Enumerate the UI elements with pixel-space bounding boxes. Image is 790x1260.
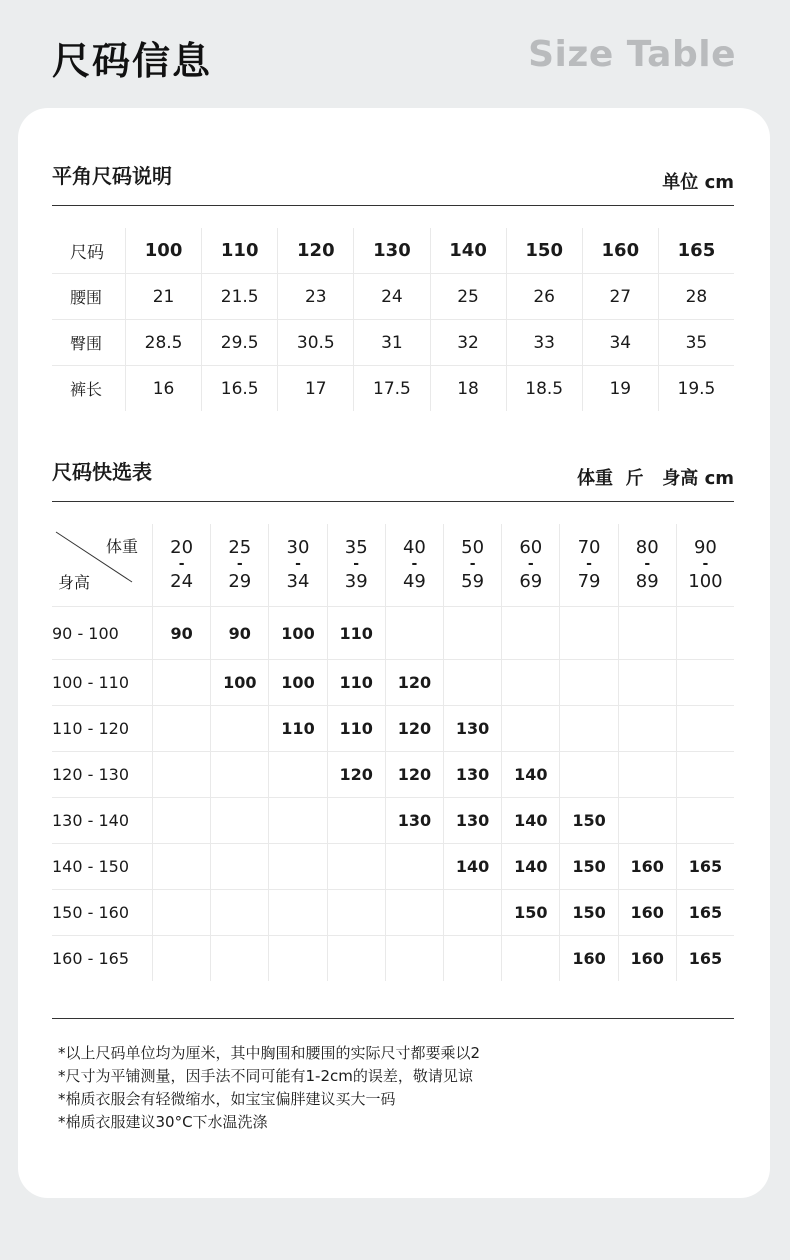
recommended-size-cell: 110	[328, 660, 386, 705]
recommended-size-cell	[619, 660, 677, 705]
size-table-row	[52, 228, 734, 274]
corner-height-label: 身高	[58, 573, 91, 592]
size-table-cell: 165	[677, 240, 716, 261]
quick-table-head-row	[52, 524, 734, 607]
recommended-size-cell: 150	[560, 798, 618, 843]
recommended-size-cell: 120	[386, 706, 444, 751]
recommended-size-cell: 150	[560, 890, 618, 935]
size-table-cell: 110	[202, 228, 278, 273]
weight-to: 79	[577, 571, 601, 592]
recommended-size-cell	[444, 936, 502, 981]
size-table-cell: 31	[354, 320, 430, 365]
recommended-size-cell: 110	[328, 706, 386, 751]
recommended-size-cell: 130	[444, 706, 502, 751]
height-range-label: 160 - 165	[52, 936, 153, 981]
weight-to: 89	[635, 571, 659, 592]
recommended-size-cell	[677, 607, 734, 659]
recommended-size-cell	[677, 752, 734, 797]
recommended-size-cell	[211, 936, 269, 981]
recommended-size-cell	[211, 752, 269, 797]
recommended-size-cell	[153, 798, 211, 843]
recommended-size-cell	[386, 844, 444, 889]
size-table-row	[52, 274, 734, 320]
size-table-cell: 18.5	[507, 366, 583, 411]
quick-table-row	[52, 936, 734, 981]
recommended-size-cell: 160	[619, 890, 677, 935]
recommended-size-cell	[269, 752, 327, 797]
weight-from: 30	[286, 537, 310, 558]
recommended-size-cell: 120	[328, 752, 386, 797]
row-label: 尺码	[52, 228, 126, 273]
size-table-cell: 24	[354, 274, 430, 319]
height-range-label: 100 - 110	[52, 660, 153, 705]
quick-select-table	[52, 524, 734, 981]
row-label: 腰围	[52, 274, 126, 319]
recommended-size-cell: 130	[444, 752, 502, 797]
quick-table-row	[52, 890, 734, 936]
quick-table-row	[52, 607, 734, 660]
weight-from: 40	[402, 537, 426, 558]
recommended-size-cell	[386, 936, 444, 981]
size-table-cell: 160	[583, 228, 659, 273]
recommended-size-cell	[328, 798, 386, 843]
size-table-title: 平角尺码说明	[52, 164, 172, 188]
weight-range-header	[444, 524, 502, 606]
recommended-size-cell	[386, 607, 444, 659]
recommended-size-cell: 160	[619, 936, 677, 981]
size-table-cell: 17.5	[354, 366, 430, 411]
range-dash: -	[702, 556, 709, 572]
size-table-cell: 35	[685, 332, 708, 353]
size-info-card	[18, 108, 770, 1198]
weight-from: 50	[461, 537, 485, 558]
recommended-size-cell	[619, 752, 677, 797]
size-table-unit: 单位 cm	[662, 172, 734, 193]
height-range-label: 150 - 160	[52, 890, 153, 935]
size-table-cell: 27	[583, 274, 659, 319]
recommended-size-cell	[502, 936, 560, 981]
recommended-size-cell	[328, 844, 386, 889]
recommended-size-cell	[153, 890, 211, 935]
size-table-cell: 140	[431, 228, 507, 273]
recommended-size-cell	[502, 660, 560, 705]
recommended-size-cell: 140	[502, 798, 560, 843]
recommended-size-cell	[677, 660, 734, 705]
recommended-size-cell	[560, 607, 618, 659]
weight-range-header	[269, 524, 327, 606]
size-table-cell: 17	[278, 366, 354, 411]
recommended-size-cell	[153, 844, 211, 889]
quick-table-row	[52, 752, 734, 798]
recommended-size-cell: 165	[688, 903, 723, 922]
weight-to: 69	[519, 571, 543, 592]
page-title-english: Size Table	[528, 34, 736, 75]
recommended-size-cell: 140	[502, 752, 560, 797]
weight-from: 70	[577, 537, 601, 558]
size-table-row	[52, 366, 734, 411]
size-table-row	[52, 320, 734, 366]
recommended-size-cell	[269, 936, 327, 981]
quick-table-title: 尺码快选表	[52, 460, 152, 484]
recommended-size-cell	[328, 890, 386, 935]
quick-table-row	[52, 798, 734, 844]
size-table-cell: 23	[278, 274, 354, 319]
range-dash: -	[527, 556, 534, 572]
recommended-size-cell	[677, 798, 734, 843]
size-table-cell: 16	[126, 366, 202, 411]
weight-to: 39	[344, 571, 368, 592]
size-table	[52, 228, 734, 411]
divider	[52, 501, 734, 502]
recommended-size-cell: 165	[688, 949, 723, 968]
note-line: *棉质衣服会有轻微缩水，如宝宝偏胖建议买大一码	[58, 1090, 396, 1108]
weight-from: 80	[635, 537, 659, 558]
recommended-size-cell: 160	[619, 844, 677, 889]
corner-cell	[52, 524, 153, 606]
weight-to: 100	[688, 571, 723, 592]
weight-from: 60	[519, 537, 543, 558]
recommended-size-cell	[328, 936, 386, 981]
recommended-size-cell	[560, 706, 618, 751]
range-dash: -	[353, 556, 360, 572]
corner-weight-label: 体重	[105, 537, 138, 556]
recommended-size-cell	[502, 706, 560, 751]
recommended-size-cell: 100	[269, 607, 327, 659]
weight-from: 25	[228, 537, 252, 558]
weight-to: 49	[402, 571, 426, 592]
recommended-size-cell: 110	[328, 607, 386, 659]
recommended-size-cell	[444, 660, 502, 705]
weight-from: 20	[170, 537, 194, 558]
weight-range-header	[328, 524, 386, 606]
recommended-size-cell	[153, 706, 211, 751]
size-table-cell: 26	[507, 274, 583, 319]
weight-range-header	[502, 524, 560, 606]
page-title: 尺码信息	[52, 39, 213, 83]
size-table-cell: 100	[126, 228, 202, 273]
range-dash: -	[586, 556, 592, 572]
range-dash: -	[295, 556, 301, 572]
recommended-size-cell: 90	[153, 607, 211, 659]
note-line: *尺寸为平铺测量，因手法不同可能有1-2cm的误差，敬请见谅	[58, 1067, 473, 1085]
size-table-cell: 30.5	[278, 320, 354, 365]
recommended-size-cell: 140	[502, 844, 560, 889]
divider	[52, 1018, 734, 1019]
recommended-size-cell	[444, 890, 502, 935]
recommended-size-cell	[619, 798, 677, 843]
weight-range-header	[560, 524, 618, 606]
recommended-size-cell: 150	[502, 890, 560, 935]
recommended-size-cell	[269, 844, 327, 889]
quick-table-row	[52, 844, 734, 890]
recommended-size-cell	[560, 660, 618, 705]
note-line: *棉质衣服建议30°C下水温洗涤	[58, 1113, 268, 1131]
recommended-size-cell	[502, 607, 560, 659]
range-dash: -	[644, 556, 651, 572]
weight-to: 59	[461, 571, 485, 592]
range-dash: -	[411, 556, 418, 572]
recommended-size-cell: 100	[269, 660, 327, 705]
size-table-cell: 16.5	[202, 366, 278, 411]
size-table-cell: 29.5	[202, 320, 278, 365]
recommended-size-cell	[619, 607, 677, 659]
recommended-size-cell	[619, 706, 677, 751]
weight-to: 29	[228, 571, 252, 592]
range-dash: -	[469, 556, 476, 572]
quick-table-unit: 体重 斤 身高 cm	[576, 468, 734, 489]
weight-range-header	[211, 524, 269, 606]
recommended-size-cell: 130	[386, 798, 444, 843]
recommended-size-cell	[153, 752, 211, 797]
recommended-size-cell	[269, 798, 327, 843]
range-dash: -	[236, 556, 243, 572]
size-table-cell: 33	[507, 320, 583, 365]
recommended-size-cell: 100	[211, 660, 269, 705]
recommended-size-cell	[153, 936, 211, 981]
quick-table-row	[52, 706, 734, 752]
recommended-size-cell: 120	[386, 752, 444, 797]
size-table-cell: 18	[431, 366, 507, 411]
size-table-cell: 120	[278, 228, 354, 273]
range-dash: -	[178, 556, 185, 572]
divider	[52, 205, 734, 206]
size-table-cell: 25	[431, 274, 507, 319]
row-label: 臀围	[52, 320, 126, 365]
height-range-label: 90 - 100	[52, 607, 153, 659]
recommended-size-cell	[444, 607, 502, 659]
size-table-cell: 130	[354, 228, 430, 273]
size-table-cell: 34	[583, 320, 659, 365]
size-table-cell: 19.5	[677, 378, 716, 399]
weight-range-header	[619, 524, 677, 606]
recommended-size-cell: 150	[560, 844, 618, 889]
note-line: *以上尺码单位均为厘米，其中胸围和腰围的实际尺寸都要乘以2	[58, 1044, 481, 1062]
recommended-size-cell	[211, 706, 269, 751]
notes	[58, 1042, 480, 1134]
height-range-label: 110 - 120	[52, 706, 153, 751]
size-table-cell: 21	[126, 274, 202, 319]
weight-range-header	[153, 524, 211, 606]
recommended-size-cell: 160	[560, 936, 618, 981]
recommended-size-cell	[560, 752, 618, 797]
row-label: 裤长	[52, 366, 126, 411]
weight-to: 34	[286, 571, 310, 592]
recommended-size-cell	[211, 890, 269, 935]
recommended-size-cell: 90	[211, 607, 269, 659]
recommended-size-cell: 110	[269, 706, 327, 751]
weight-from: 90	[693, 537, 717, 558]
height-range-label: 120 - 130	[52, 752, 153, 797]
size-table-cell: 28	[685, 286, 708, 307]
recommended-size-cell	[211, 844, 269, 889]
size-table-cell: 28.5	[126, 320, 202, 365]
weight-range-header	[677, 524, 734, 606]
size-table-cell: 19	[583, 366, 659, 411]
quick-table-header	[52, 456, 734, 496]
quick-table-row	[52, 660, 734, 706]
weight-to: 24	[170, 571, 194, 592]
recommended-size-cell	[153, 660, 211, 705]
size-table-header	[52, 160, 734, 200]
recommended-size-cell	[677, 706, 734, 751]
height-range-label: 140 - 150	[52, 844, 153, 889]
recommended-size-cell: 165	[688, 857, 723, 876]
recommended-size-cell	[211, 798, 269, 843]
recommended-size-cell	[386, 890, 444, 935]
size-table-cell: 32	[431, 320, 507, 365]
recommended-size-cell	[269, 890, 327, 935]
size-table-cell: 21.5	[202, 274, 278, 319]
recommended-size-cell: 130	[444, 798, 502, 843]
size-table-cell: 150	[507, 228, 583, 273]
recommended-size-cell: 120	[386, 660, 444, 705]
recommended-size-cell: 140	[444, 844, 502, 889]
weight-from: 35	[344, 537, 368, 558]
weight-range-header	[386, 524, 444, 606]
height-range-label: 130 - 140	[52, 798, 153, 843]
